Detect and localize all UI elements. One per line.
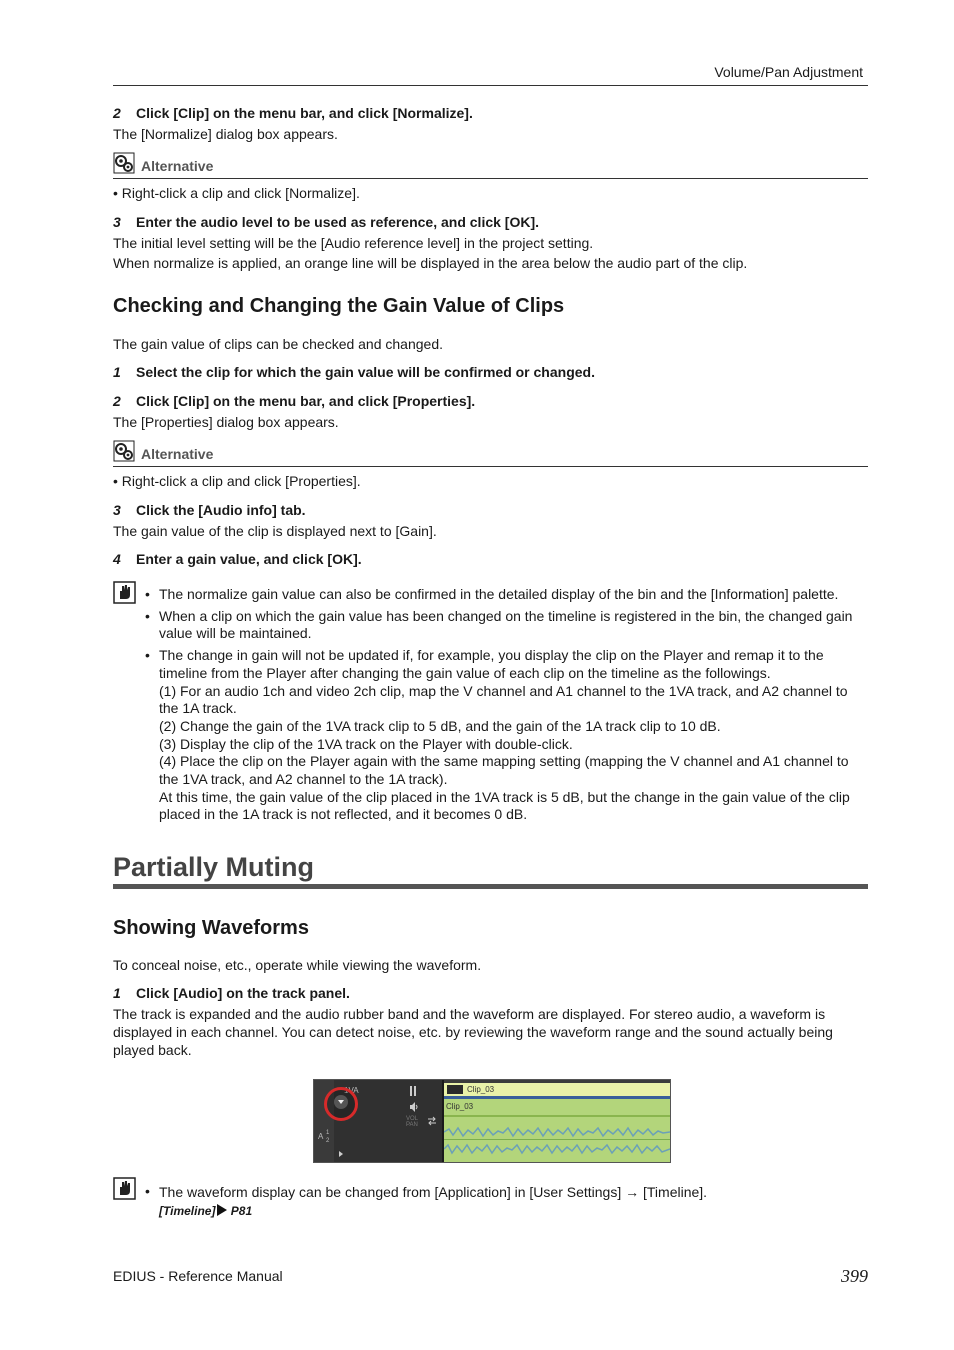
step-normalize-3 — [113, 214, 539, 230]
audio-clip[interactable] — [444, 1099, 670, 1162]
step-text: Click [Clip] on the menu bar, and click [Properties]. — [136, 393, 476, 409]
track-panel-screenshot — [313, 1079, 671, 1163]
step-description: The track is expanded and the audio rubber band and the waveform are displayed. For stereo audio, a waveform is displayed in each channel. You can detect noise, etc. by reviewing the waveform range and the sound actually being played back. — [113, 1006, 833, 1058]
step-description: The [Normalize] dialog box appears. — [113, 126, 338, 142]
step-number: 2 — [113, 105, 121, 121]
section-intro: To conceal noise, etc., operate while viewing the waveform. — [113, 957, 482, 973]
note-substep: At this time, the gain value of the clip placed in the 1VA track is 5 dB, but the change in the gain value of the clip placed in the 1A track is not reflected, and it becomes 0 dB. — [159, 788, 850, 823]
channel-2-label: 2 — [326, 1138, 330, 1144]
video-clip-label: Clip_03 — [467, 1085, 495, 1094]
page-number: 399 — [841, 1266, 868, 1286]
note-text: The normalize gain value can also be confirmed in the detailed display of the bin and the [Information] palette. — [159, 586, 839, 602]
section-heading: Showing Waveforms — [113, 917, 309, 939]
audio-clip-label: Clip_03 — [446, 1102, 474, 1111]
waveform-note: The waveform display can be changed from [Application] in [User Settings] → [Timeline]. — [159, 1184, 708, 1200]
alternative-label: Alternative — [141, 446, 214, 462]
step-gain-3 — [113, 502, 306, 518]
audio-track-label: A — [318, 1132, 324, 1141]
note-item: • The change in gain will not be updated if, for example, you display the clip on the Player and remap it to the timeline from the Player after changing the gain value of each clip on the timeline as the followings. (1) For an audio 1ch and video 2ch clip, map the V channel and A1 channel to the 1VA track, and A2 channel to the 1A track. (2) Change the gain of the 1VA track clip to 5 dB, and the gain of the 1A track clip to 10 dB. (3) Display the clip of the 1VA track on the Player with double-click. (4) Place the clip on the Player again with the same mapping setting (mapping the V channel and A1 channel to the 1VA track, and A2 channel to the 1A track). At this time, the gain value of the clip placed in the 1VA track is 5 dB, but the change in the gain value of the clip placed in the 1A track is not reflected, and it becomes 0 dB. — [145, 647, 870, 824]
step-number: 2 — [113, 393, 121, 409]
step-muting-1 — [113, 985, 350, 1001]
vol-pan-label[interactable]: VOL PAN — [406, 1116, 419, 1128]
step-number: 3 — [113, 214, 121, 230]
note-hand-icon — [113, 1177, 136, 1200]
step-text: Enter the audio level to be used as reference, and click [OK]. — [136, 214, 540, 230]
step-text: Click [Audio] on the track panel. — [136, 985, 350, 1001]
step-text: Enter a gain value, and click [OK]. — [136, 551, 362, 567]
note-substep: (1) For an audio 1ch and video 2ch clip, map the V channel and A1 channel to the 1VA track, and A2 channel to the 1A track. — [159, 682, 848, 717]
clip-thumbnail — [447, 1085, 463, 1094]
chapter-rule — [113, 884, 868, 889]
rubber-band-line[interactable] — [444, 1115, 670, 1117]
alternative-item: • Right-click a clip and click [Normalize]. — [113, 185, 360, 201]
cross-reference-link[interactable] — [159, 1204, 252, 1218]
channel-divider — [444, 1139, 670, 1140]
track-header-panel — [314, 1080, 442, 1162]
note-text: When a clip on which the gain value has been changed on the timeline is registered in the bin, the changed gain value will be maintained. — [159, 607, 853, 642]
step-gain-1 — [113, 364, 595, 380]
track-label: 1VA — [344, 1086, 359, 1095]
speaker-icon[interactable] — [409, 1102, 419, 1112]
note-text: The change in gain will not be updated if, for example, you display the clip on the Player and remap it to the timeline from the Player after changing the gain value of each clip on the timeline as the followings. — [159, 647, 824, 681]
step-number: 1 — [113, 364, 121, 380]
note-substep: (4) Place the clip on the Player again with the same mapping setting (mapping the V channel and A1 channel to the 1VA track, and A2 channel to the 1A track). — [159, 753, 849, 788]
step-text: Click the [Audio info] tab. — [136, 502, 306, 518]
note-item: • The normalize gain value can also be confirmed in the detailed display of the bin and the [Information] palette. — [145, 586, 839, 602]
note-item: • When a clip on which the gain value has been changed on the timeline is registered in the bin, the changed gain value will be maintained. — [145, 607, 853, 642]
gain-notes — [145, 586, 870, 828]
step-description: The initial level setting will be the [Audio reference level] in the project setting. — [113, 235, 594, 251]
alternative-label: Alternative — [141, 158, 214, 174]
note-substep: (2) Change the gain of the 1VA track clip to 5 dB, and the gain of the 1A track clip to 10 dB. — [159, 717, 721, 734]
timeline-track-area — [444, 1080, 670, 1162]
section-intro: The gain value of clips can be checked and changed. — [113, 336, 444, 352]
gear-icon — [113, 440, 135, 462]
chevron-down-icon — [337, 1098, 345, 1106]
step-normalize-2 — [113, 105, 473, 121]
step-number: 3 — [113, 502, 121, 518]
step-description: The [Properties] dialog box appears. — [113, 414, 339, 430]
waveform-channel-1 — [444, 1126, 670, 1138]
step-gain-4 — [113, 551, 362, 567]
play-arrow-icon[interactable] — [338, 1150, 344, 1158]
waveform-channel-2 — [444, 1143, 670, 1155]
footer-manual-title: EDIUS - Reference Manual — [113, 1268, 283, 1284]
alternative-header — [113, 440, 868, 467]
alternative-item: • Right-click a clip and click [Properties]. — [113, 473, 361, 489]
channel-1-label: 1 — [326, 1130, 330, 1136]
note-hand-icon — [113, 581, 136, 604]
note-bullet: • — [145, 1183, 150, 1199]
step-text: Select the clip for which the gain value will be confirmed or changed. — [136, 364, 595, 380]
step-gain-2 — [113, 393, 475, 409]
alternative-header — [113, 152, 868, 179]
step-description: When normalize is applied, an orange line will be displayed in the area below the audio part of the clip. — [113, 255, 748, 271]
step-number: 1 — [113, 985, 121, 1001]
section-heading: Checking and Changing the Gain Value of Clips — [113, 295, 565, 317]
chapter-heading: Partially Muting — [113, 852, 315, 882]
gear-icon — [113, 152, 135, 174]
video-clip[interactable] — [444, 1083, 670, 1096]
running-header: Volume/Pan Adjustment — [714, 64, 863, 80]
note-substep: (3) Display the clip of the 1VA track on the Player with double-click. — [159, 735, 573, 752]
arrow-right-icon — [215, 1204, 227, 1216]
header-divider — [113, 85, 868, 86]
step-number: 4 — [113, 551, 121, 567]
swap-arrows-icon[interactable] — [427, 1116, 437, 1126]
step-text: Click [Clip] on the menu bar, and click [Normalize]. — [136, 105, 473, 121]
ref-page: P81 — [227, 1204, 253, 1218]
step-description: The gain value of the clip is displayed next to [Gain]. — [113, 523, 437, 539]
ref-label: [Timeline] — [159, 1204, 216, 1218]
lock-icon[interactable] — [409, 1085, 419, 1097]
